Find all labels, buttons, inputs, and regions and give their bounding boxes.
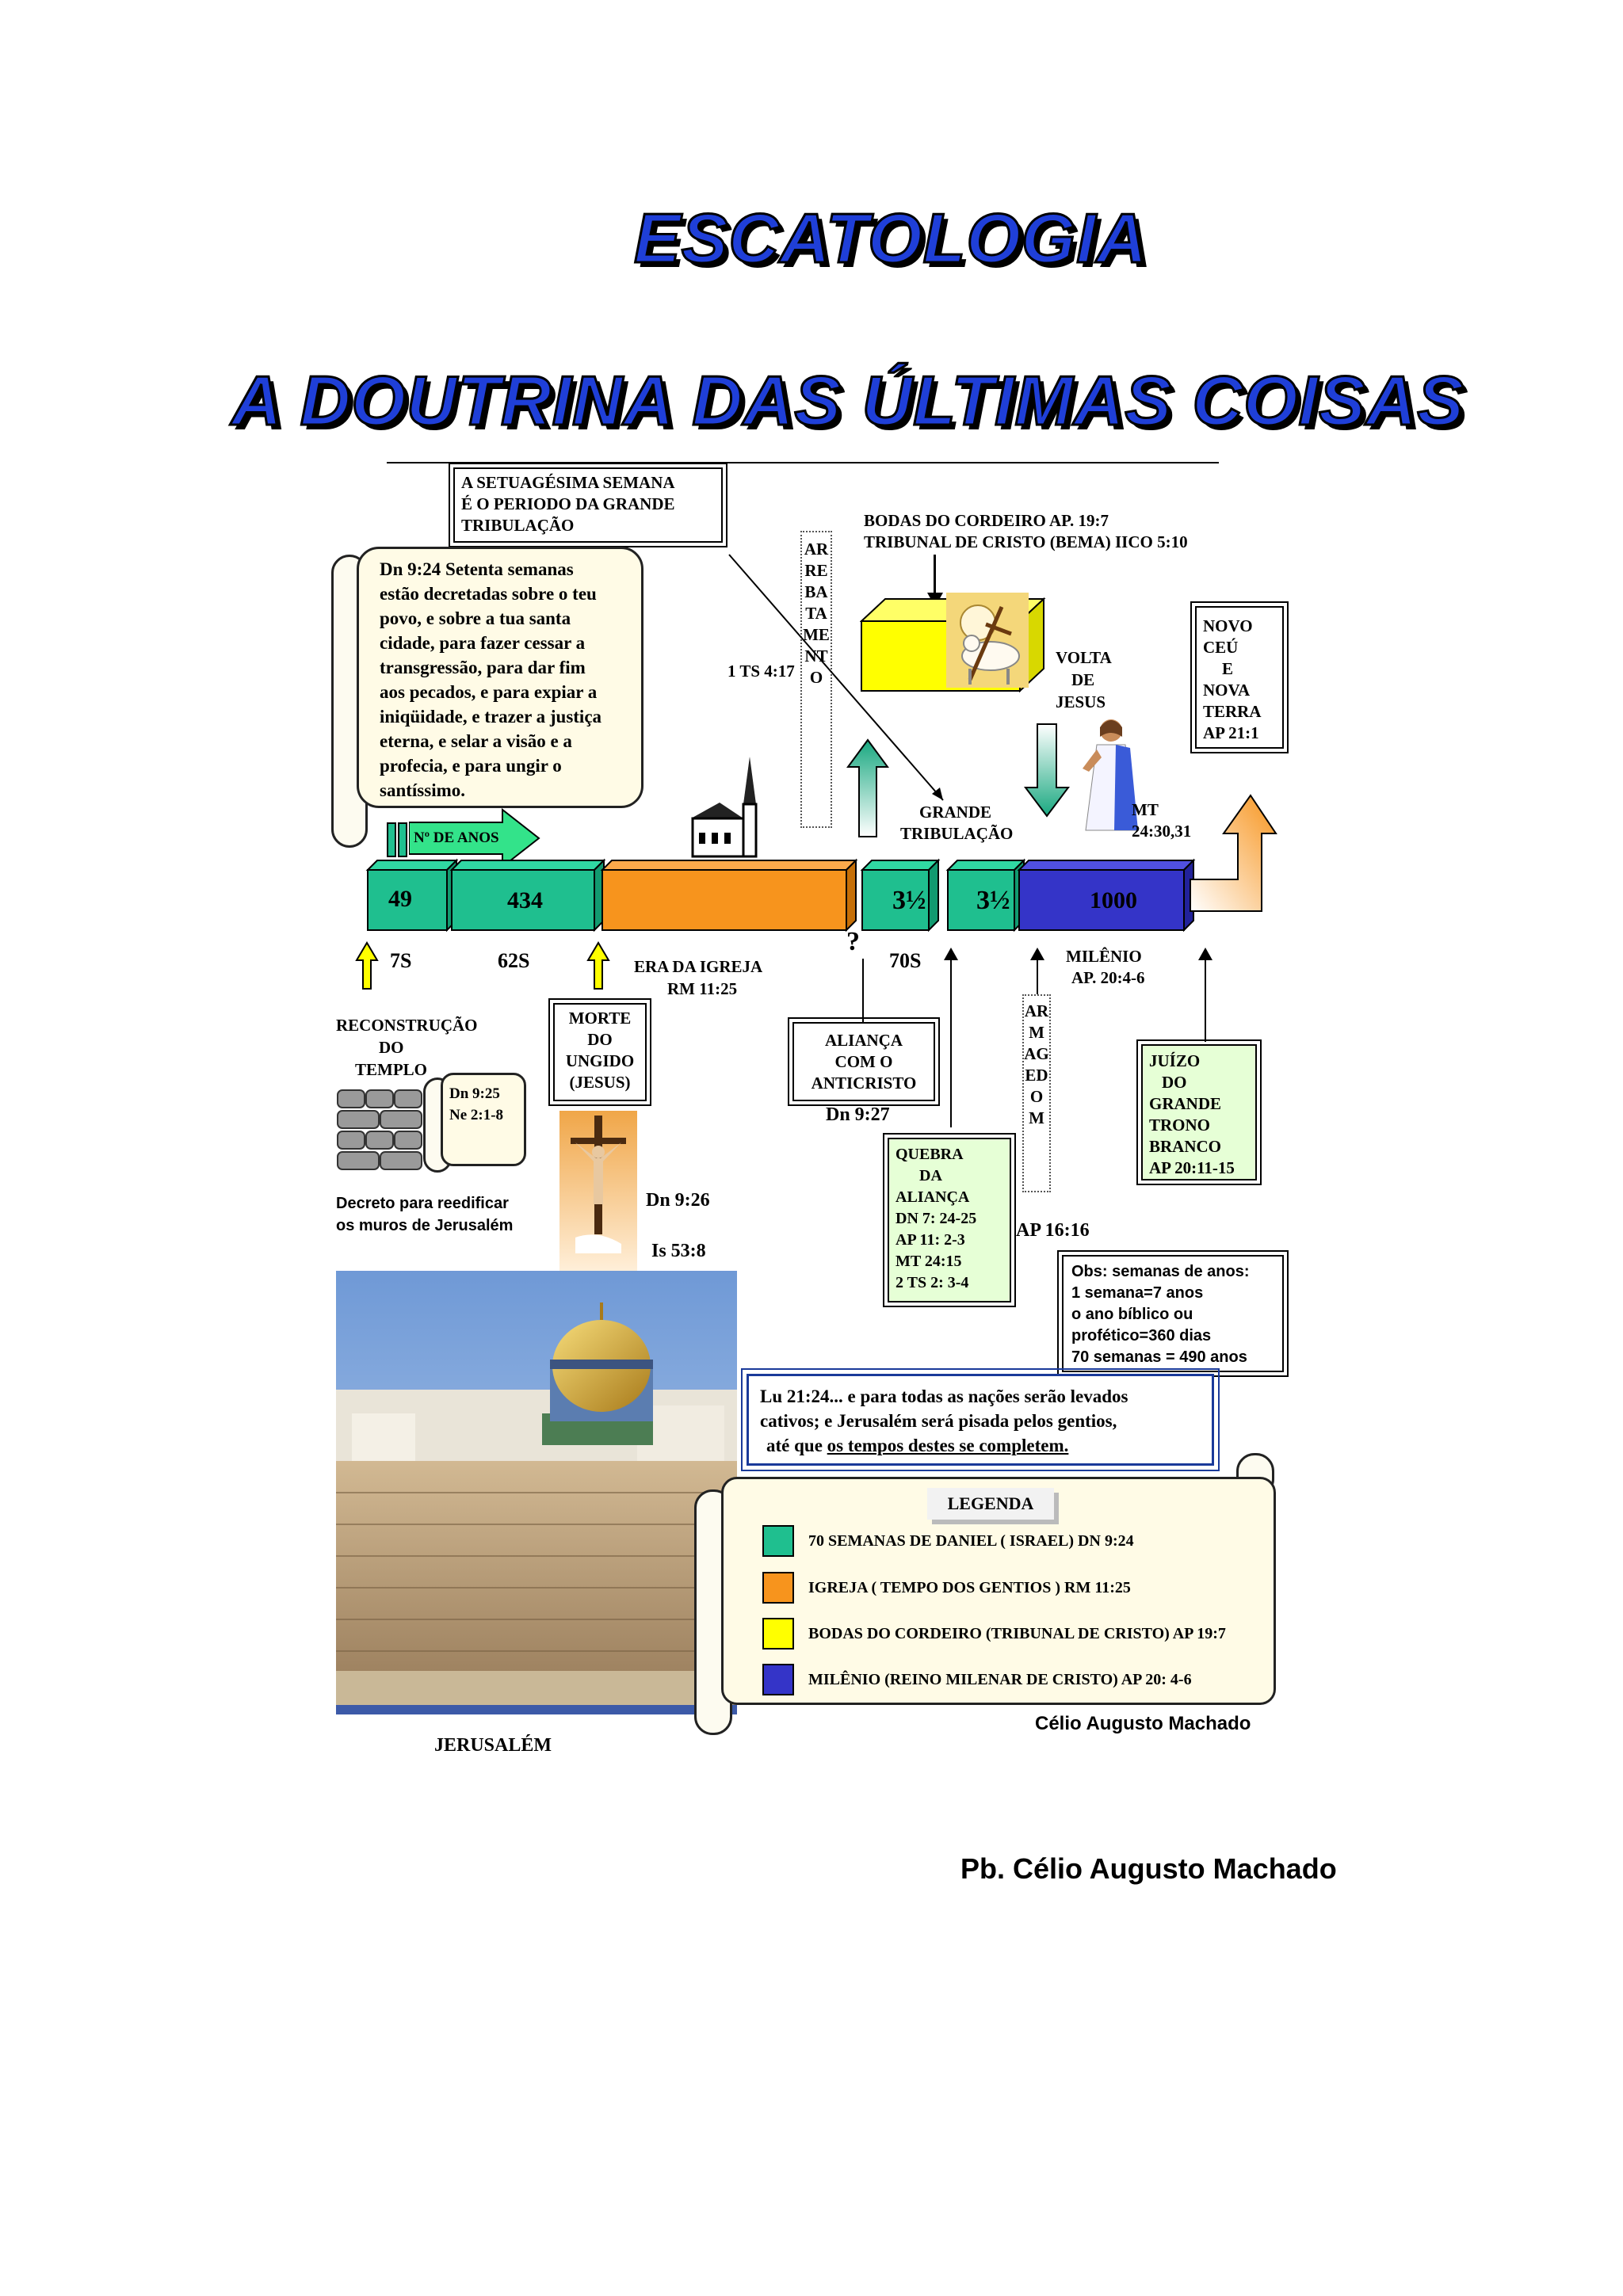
juizo-line-4: TRONO [1149, 1116, 1211, 1135]
segment-434-label: 434 [507, 887, 543, 913]
dn925-scroll [441, 1073, 526, 1166]
obs-line-5: 70 semanas = 490 anos [1071, 1348, 1247, 1366]
juizo-line-6: AP 20:11-15 [1149, 1158, 1235, 1177]
juizo-pointer-head-icon [1198, 948, 1212, 960]
lbl-70s: 70S [889, 949, 922, 972]
page-subtitle: A DOUTRINA DAS ÚLTIMAS COISAS [231, 361, 1465, 440]
stone-wall-icon [336, 1087, 423, 1174]
juizo-line-5: BRANCO [1149, 1137, 1222, 1156]
bodas-line-1: BODAS DO CORDEIRO AP. 19:7 [864, 511, 1109, 530]
alianca-box [792, 1022, 935, 1101]
bodas-line-2: TRIBUNAL DE CRISTO (BEMA) IICO 5:10 [864, 532, 1188, 551]
legend-swatch-yellow [762, 1618, 794, 1650]
dn924-line-9: profecia, e para ungir o [380, 756, 562, 776]
dn926-label: Dn 9:26 [646, 1190, 710, 1211]
legend-swatch-green [762, 1525, 794, 1557]
lucas-line-1: Lu 21:24... e para todas as nações serão levados [760, 1386, 1128, 1406]
volta-line-2: DE [1071, 670, 1095, 689]
is538-label: Is 53:8 [651, 1241, 706, 1261]
novo-ceu-line-2: CEÚ [1203, 638, 1239, 657]
decreto-line-2: os muros de Jerusalém [336, 1217, 514, 1234]
volta-line-1: VOLTA [1056, 648, 1112, 667]
era-igreja-line-2: RM 11:25 [667, 979, 738, 998]
novo-ceu-box [1195, 606, 1284, 749]
mt-line-1: MT [1132, 800, 1159, 819]
reconstrucao-line-3: TEMPLO [355, 1060, 428, 1079]
legend-swatch-blue [762, 1664, 794, 1695]
obs-line-3: o ano bíblico ou [1071, 1306, 1193, 1323]
segment-49-label: 49 [388, 886, 412, 912]
arrebatamento-label: ARREBATAMENTO [800, 531, 832, 828]
legend-label-3: BODAS DO CORDEIRO (TRIBUNAL DE CRISTO) AP 19:7 [808, 1625, 1226, 1642]
quebra-pointer-line [950, 955, 952, 1127]
lucas-line-3 [760, 1433, 1201, 1458]
timeline-bar [365, 852, 1288, 940]
dn924-line-7: iniqüidade, e trazer a justiça [380, 707, 602, 727]
n-anos-label: Nº DE ANOS [414, 830, 499, 846]
yellow-up-arrow-7s-icon [355, 941, 379, 990]
quebra-pointer-head-icon [944, 948, 958, 960]
lbl-7s: 7S [390, 949, 412, 972]
dn924-line-5: transgressão, para dar fim [380, 658, 586, 677]
armagedom-label: ARMAGEDOM [1022, 994, 1051, 1192]
lucas-line-3-underlined: os tempos destes se completem. [827, 1436, 1069, 1455]
obs-box [1062, 1255, 1284, 1372]
quebra-line-5: AP 11: 2-3 [896, 1231, 965, 1249]
legend-label-1: 70 SEMANAS DE DANIEL ( ISRAEL) DN 9:24 [808, 1532, 1134, 1550]
question-mark: ? [846, 927, 860, 956]
novo-ceu-bent-arrow-icon [1189, 792, 1277, 933]
novo-ceu-line-4: NOVA [1203, 681, 1251, 700]
lbl-62s: 62S [498, 949, 530, 972]
dn925-line-2: Ne 2:1-8 [449, 1107, 504, 1123]
grande-trib-line-1: GRANDE [919, 803, 992, 822]
alianca-line-1: ALIANÇA [824, 1031, 903, 1050]
novo-ceu-line-3: E [1222, 659, 1234, 678]
dn924-scroll [357, 547, 643, 808]
dn927-label: Dn 9:27 [826, 1104, 890, 1125]
milenio-line-2: AP. 20:4-6 [1071, 968, 1145, 987]
mt-line-2: 24:30,31 [1132, 822, 1192, 841]
author-name: Pb. Célio Augusto Machado [960, 1852, 1337, 1885]
lucas-line-2: cativos; e Jerusalém será pisada pelos gentios, [760, 1411, 1117, 1431]
legend-label-2: IGREJA ( TEMPO DOS GENTIOS ) RM 11:25 [808, 1579, 1131, 1596]
legenda-title-box [927, 1488, 1054, 1520]
obs-line-4: profético=360 dias [1071, 1327, 1212, 1344]
alianca-line-2: COM O [834, 1052, 893, 1071]
novo-ceu-line-6: AP 21:1 [1203, 723, 1259, 742]
alianca-pointer-line [862, 959, 864, 1022]
segment-1000-label: 1000 [1090, 887, 1137, 913]
dn924-line-8: eterna, e selar a visão e a [380, 731, 572, 751]
lucas-line-3-start: até que [766, 1436, 827, 1455]
morte-line-1: MORTE [568, 1009, 632, 1028]
juizo-line-1: JUÍZO [1149, 1051, 1201, 1070]
setuagesima-line-2: É O PERIODO DA GRANDE [461, 494, 675, 513]
setuagesima-pointer-line [713, 539, 951, 808]
morte-line-4: (JESUS) [569, 1073, 631, 1092]
segment-3-5-b-label: 3½ [976, 886, 1010, 915]
quebra-line-2: DA [919, 1167, 942, 1184]
juizo-line-3: GRANDE [1149, 1094, 1222, 1113]
quebra-line-4: DN 7: 24-25 [896, 1210, 977, 1227]
legend-swatch-orange [762, 1572, 794, 1604]
setuagesima-line-1: A SETUAGÉSIMA SEMANA [461, 473, 675, 492]
celio-credit: Célio Augusto Machado [1035, 1713, 1251, 1734]
quebra-line-3: ALIANÇA [896, 1188, 970, 1206]
milenio-line-1: MILÊNIO [1066, 947, 1142, 966]
separator-line [387, 462, 1219, 463]
morte-line-2: DO [587, 1030, 613, 1049]
quebra-line-7: 2 TS 2: 3-4 [896, 1274, 969, 1291]
reconstrucao-line-2: DO [379, 1038, 404, 1057]
reconstrucao-line-1: RECONSTRUÇÃO [336, 1016, 478, 1035]
jerusalem-photo [336, 1271, 737, 1714]
era-igreja-line-1: ERA DA IGREJA [634, 957, 763, 976]
ts417-label: 1 TS 4:17 [727, 662, 795, 681]
obs-line-2: 1 semana=7 anos [1071, 1284, 1204, 1302]
alianca-line-3: ANTICRISTO [811, 1074, 917, 1093]
dn924-line-3: povo, e sobre a tua santa [380, 608, 571, 628]
quebra-line-1: QUEBRA [896, 1146, 964, 1163]
dn924-line-2: estão decretadas sobre o teu [380, 584, 597, 604]
decreto-line-1: Decreto para reedificar [336, 1195, 509, 1212]
dn924-line-10: santíssimo. [380, 780, 465, 800]
segment-3-5-a-label: 3½ [892, 886, 926, 915]
lamb-icon [946, 593, 1029, 688]
volta-line-3: JESUS [1056, 692, 1106, 711]
novo-ceu-line-5: TERRA [1203, 702, 1262, 721]
yellow-up-arrow-morte-icon [586, 941, 610, 990]
obs-line-1: Obs: semanas de anos: [1071, 1263, 1250, 1280]
dn924-line-4: cidade, para fazer cessar a [380, 633, 586, 653]
juizo-pointer-line [1205, 955, 1206, 1042]
setuagesima-line-3: TRIBULAÇÃO [461, 516, 575, 535]
crucifix-icon [559, 1111, 637, 1276]
page-title: ESCATOLOGIA [634, 199, 1148, 277]
jerusalem-caption: JERUSALÉM [434, 1735, 552, 1756]
setuagesima-box [453, 467, 723, 543]
legenda-title: LEGENDA [947, 1493, 1034, 1513]
ap1616-label: AP 16:16 [1016, 1220, 1090, 1241]
dn925-line-1: Dn 9:25 [449, 1085, 500, 1102]
juizo-box [1141, 1044, 1257, 1180]
juizo-line-2: DO [1162, 1073, 1187, 1092]
legend-label-4: MILÊNIO (REINO MILENAR DE CRISTO) AP 20: 4-6 [808, 1671, 1192, 1688]
quebra-line-6: MT 24:15 [896, 1253, 962, 1270]
dn924-line-6: aos pecados, e para expiar a [380, 682, 598, 702]
armagedom-pointer-line [1037, 955, 1038, 994]
morte-box [553, 1003, 647, 1101]
grande-trib-line-2: TRIBULAÇÃO [900, 824, 1014, 843]
armagedom-pointer-head-icon [1030, 948, 1044, 960]
lucas-box [747, 1374, 1214, 1466]
dn924-line-1: Dn 9:24 Setenta semanas [380, 559, 574, 579]
quebra-box [888, 1138, 1011, 1302]
volta-down-arrow-icon [1024, 723, 1070, 818]
novo-ceu-line-1: NOVO [1203, 616, 1253, 635]
morte-line-3: UNGIDO [565, 1051, 635, 1070]
